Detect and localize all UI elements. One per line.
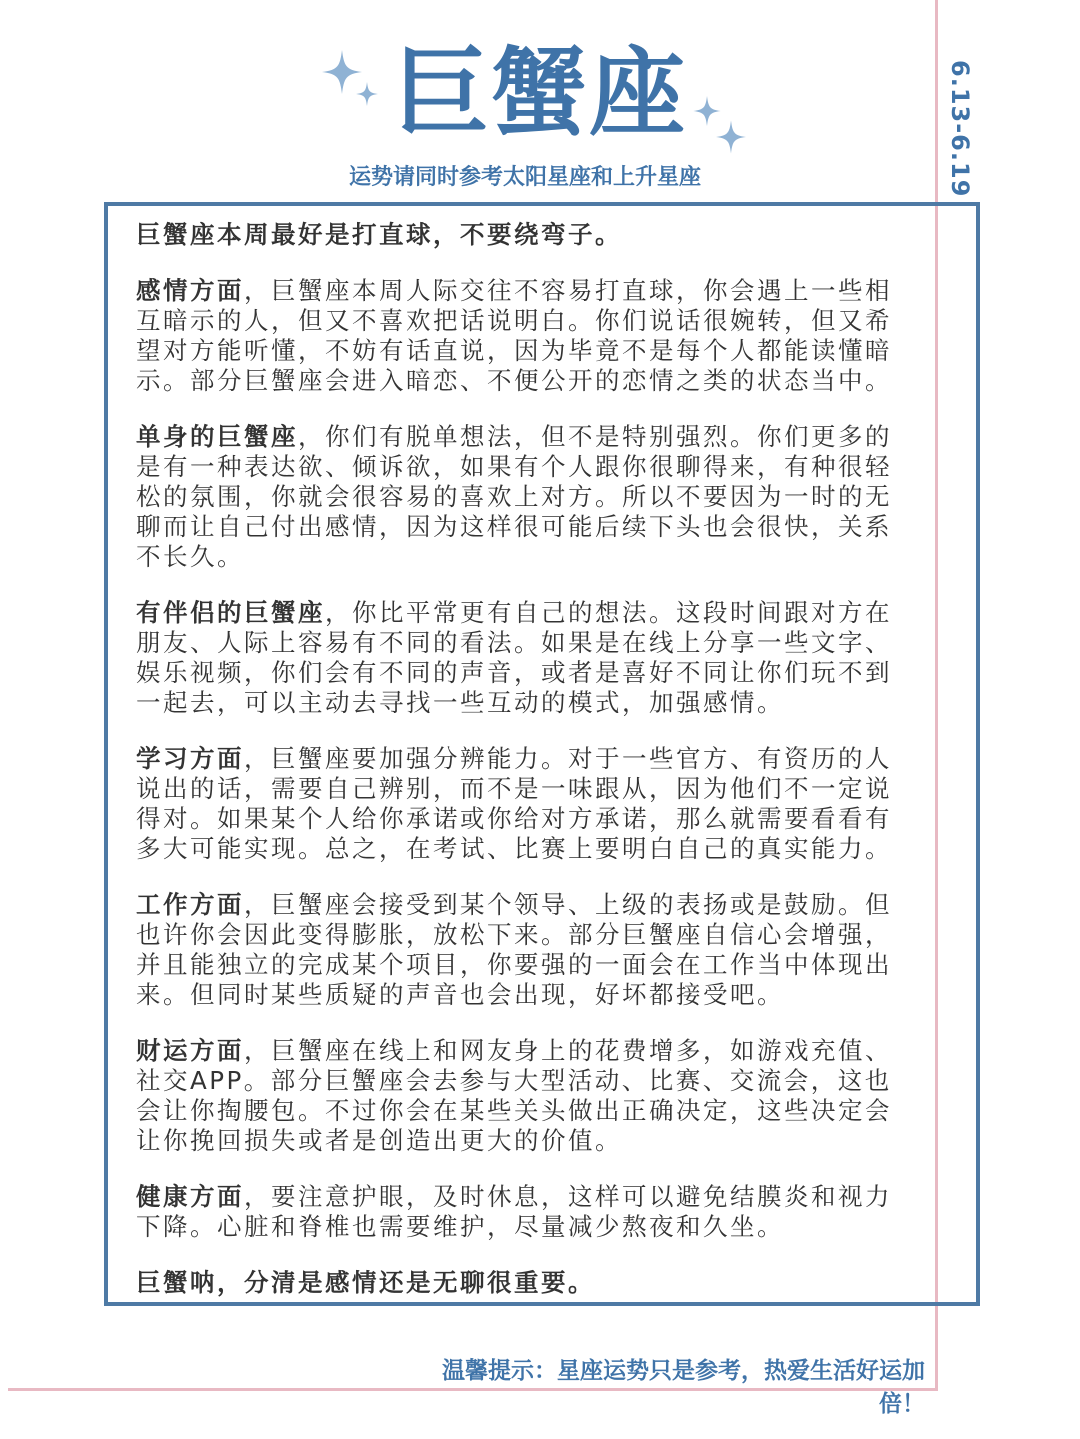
section-text: ，要注意护眼，及时休息，这样可以避免结膜炎和视力下降。心脏和脊椎也需要维护，尽量减少熬夜和久坐。: [136, 1182, 892, 1241]
section-text: ，你们有脱单想法，但不是特别强烈。你们更多的是有一种表达欲、倾诉欲，如果有个人跟你很聊得来，有种很轻松的氛围，你就会很容易的喜欢上对方。所以不要因为一时的无聊而让自己付出感情，因为这样很可能后续下头也会很快，关系不长久。: [136, 422, 892, 571]
section-text: ，巨蟹座本周人际交往不容易打直球，你会遇上一些相互暗示的人，但又不喜欢把话说明白。你们说话很婉转，但又希望对方能听懂，不妨有话直说，因为毕竟不是每个人都能读懂暗示。部分巨蟹座会进入暗恋、不便公开的恋情之类的状态当中。: [136, 276, 892, 395]
subtitle: 运势请同时参考太阳星座和上升星座: [348, 165, 701, 190]
intro-line: 巨蟹座本周最好是打直球，不要绕弯子。: [136, 220, 622, 249]
section-work: [136, 890, 916, 1010]
section-text: ，巨蟹座在线上和网友身上的花费增多，如游戏充值、社交APP。部分巨蟹座会去参与大型活动、比赛、交流会，这也会让你掏腰包。不过你会在某些关头做出正确决定，这些决定会让你挽回损失或者是创造出更大的价值。: [136, 1036, 892, 1155]
section-heading: 有伴侣的巨蟹座: [136, 598, 325, 627]
date-range: 6.13-6.19: [946, 60, 974, 198]
section-partnered: [136, 598, 916, 718]
section-heading: 工作方面: [136, 890, 244, 919]
section-study: [136, 744, 916, 864]
section-single: [136, 422, 916, 572]
section-health: [136, 1182, 916, 1242]
section-heading: 财运方面: [136, 1036, 244, 1065]
section-text: ，你比平常更有自己的想法。这段时间跟对方在朋友、人际上容易有不同的看法。如果是在线上分享一些文字、娱乐视频，你们会有不同的声音，或者是喜好不同让你们玩不到一起去，可以主动去寻找一些互动的模式，加强感情。: [136, 598, 892, 717]
section-love: [136, 276, 916, 396]
section-heading: 感情方面: [136, 276, 244, 305]
outro-line: 巨蟹呐，分清是感情还是无聊很重要。: [136, 1268, 595, 1297]
section-heading: 学习方面: [136, 744, 244, 773]
section-heading: 健康方面: [136, 1182, 244, 1211]
section-text: ，巨蟹座会接受到某个领导、上级的表扬或是鼓励。但也许你会因此变得膨胀，放松下来。部分巨蟹座自信心会增强，并且能独立的完成某个项目，你要强的一面会在工作当中体现出来。但同时某些质疑的声音也会出现，好坏都接受吧。: [136, 890, 892, 1009]
footer-tip: 温馨提示：星座运势只是参考，热爱生活好运加倍！: [442, 1358, 925, 1417]
section-text: ，巨蟹座要加强分辨能力。对于一些官方、有资历的人说出的话，需要自己辨别，而不是一味跟从，因为他们不一定说得对。如果某个人给你承诺或你给对方承诺，那么就需要看看有多大可能实现。总之，在考试、比赛上要明白自己的真实能力。: [136, 744, 892, 863]
page-title: 巨蟹座: [393, 37, 687, 149]
section-wealth: [136, 1036, 916, 1156]
content-body: [136, 220, 916, 1324]
section-heading: 单身的巨蟹座: [136, 422, 298, 451]
